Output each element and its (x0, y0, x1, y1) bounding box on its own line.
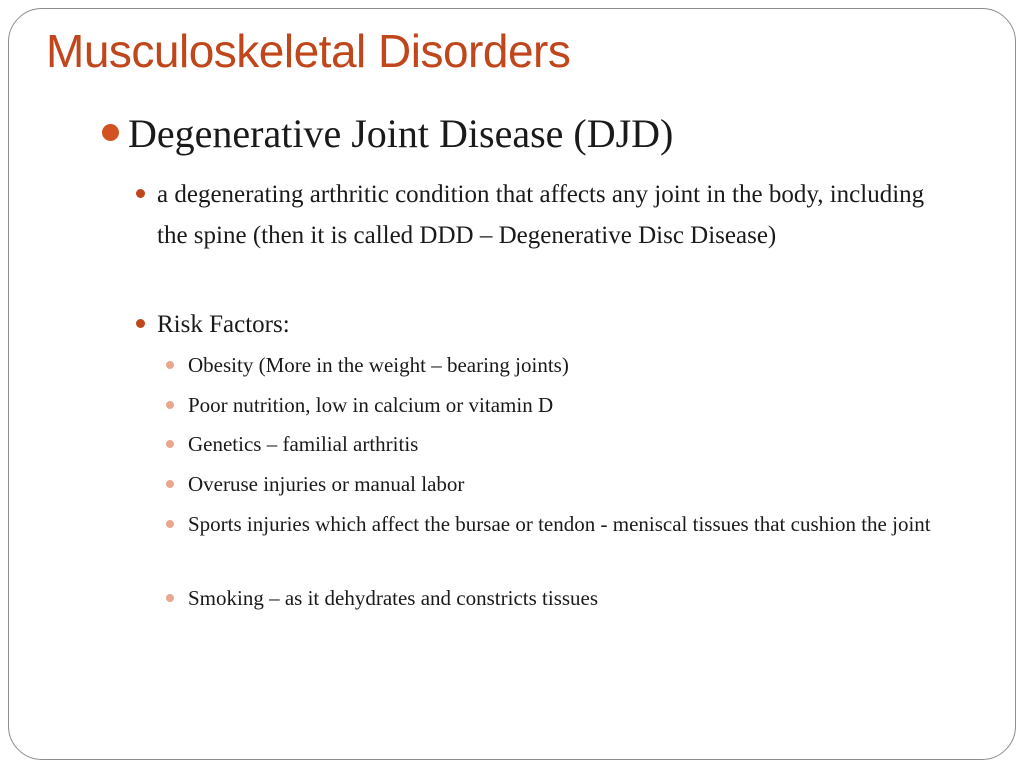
risk-factor-item: Genetics – familial arthritis (188, 432, 419, 456)
bullet-dot-icon (166, 594, 174, 602)
bullet-dot-icon (166, 361, 174, 369)
bullet-dot-icon (136, 319, 145, 328)
risk-factor-item: Poor nutrition, low in calcium or vitamin D (188, 393, 554, 417)
bullet-dot-icon (166, 440, 174, 448)
bullet-dot-icon (136, 189, 145, 198)
risk-factor-item: Obesity (More in the weight – bearing joints) (188, 353, 569, 377)
risk-factor-item: Overuse injuries or manual labor (188, 472, 465, 496)
risk-factor-item: Sports injuries which affect the bursae or tendon - meniscal tissues that cushion the joint (188, 512, 931, 536)
bullet-dot-icon (166, 401, 174, 409)
main-heading: Degenerative Joint Disease (DJD) (128, 111, 674, 156)
slide-title: Musculoskeletal Disorders (46, 25, 571, 77)
risk-factor-item: Smoking – as it dehydrates and constricts tissues (188, 586, 599, 610)
bullet-dot-icon (102, 124, 119, 141)
bullet-dot-icon (166, 480, 174, 488)
bullet-dot-icon (166, 520, 174, 528)
definition-point: a degenerating arthritic condition that affects any joint in the body, including the spine (then it is called DDD – Degenerative Disc Disease) (157, 181, 925, 249)
risk-factors-heading: Risk Factors: (157, 311, 290, 338)
